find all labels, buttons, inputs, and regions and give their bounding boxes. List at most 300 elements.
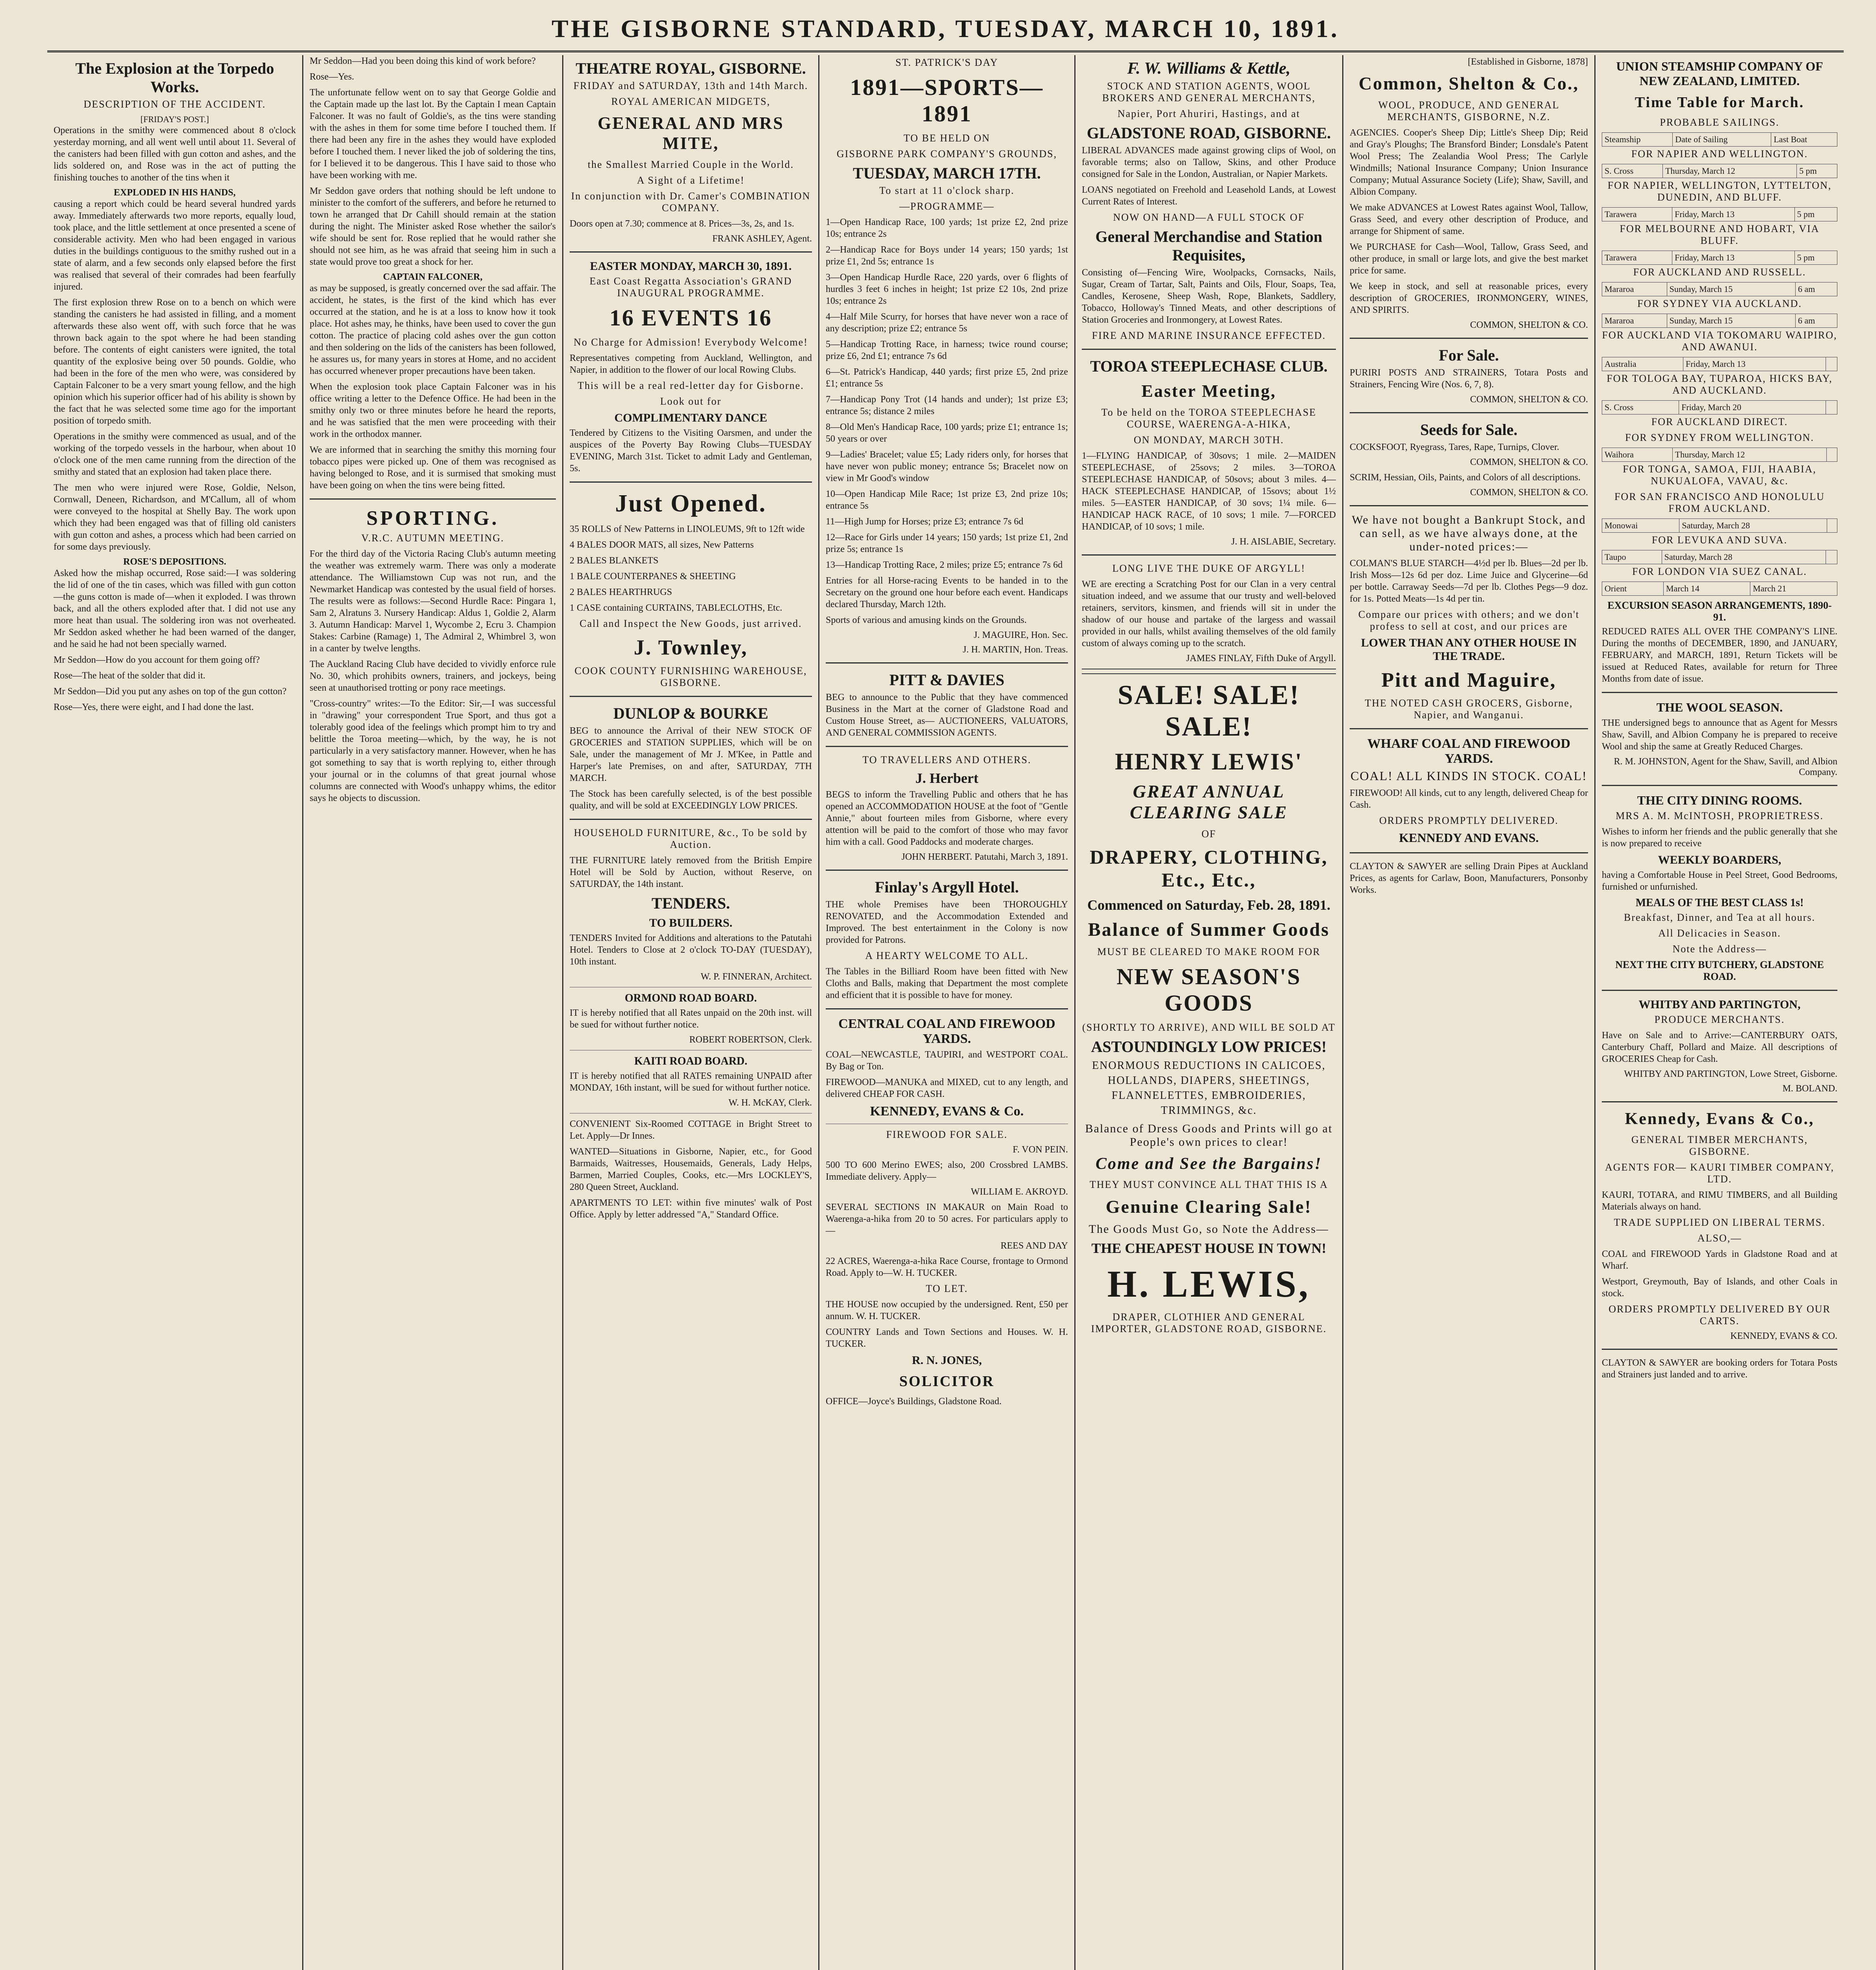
programme-item: 11—High Jump for Horses; prize £3; entrance 7s 6d (826, 517, 1023, 527)
programme-item: 13—Handicap Trotting Race, 2 miles; prize £5; entrance 7s 6d (826, 560, 1063, 570)
sailing-table (1602, 448, 1837, 462)
ad-list-item: 1 CASE containing CURTAINS, TABLECLOTHS, Etc. (570, 603, 782, 613)
ad-text: Note the Address— (1672, 943, 1767, 955)
ad-title: GREAT ANNUAL CLEARING SALE (1130, 781, 1288, 822)
ad-heading: WEEKLY BOARDERS, (1658, 853, 1781, 866)
ad-title: Genuine Clearing Sale! (1105, 1197, 1312, 1217)
route-heading: FOR AUCKLAND AND RUSSELL. (1633, 266, 1806, 278)
table-cell: Saturday, March 28 (1662, 550, 1826, 564)
ad-text: having a Comfortable House in Peel Street, Good Bedrooms, furnished or unfurnished. (1602, 870, 1837, 892)
ad-text: We keep in stock, and sell at reasonable prices, every description of GROCERIES, IRONMONGERY, WINES, AND SPIRITS. (1350, 281, 1588, 315)
ad-heading: TUESDAY, MARCH 17TH. (853, 164, 1041, 182)
ad-text: Representatives competing from Auckland, Wellington, and Napier, in addition to the flower of our local Rowing Clubs. (570, 353, 812, 375)
ad-text: CLAYTON & SAWYER are booking orders for Totara Posts and Strainers just landed and to arrive. (1602, 1358, 1837, 1380)
table-row (1602, 550, 1837, 564)
ad-text: THEY MUST CONVINCE ALL THAT THIS IS A (1089, 1179, 1328, 1190)
ad-text: COAL! ALL KINDS IN STOCK. COAL! (1350, 769, 1587, 783)
sailing-table (1602, 282, 1837, 296)
sailing-table (1602, 132, 1837, 147)
ad-text: Napier, Port Ahuriri, Hastings, and at (1117, 108, 1300, 119)
ad-text: In conjunction with Dr. Camer's COMBINATION COMPANY. (571, 190, 811, 214)
ad-title: Come and See the Bargains! (1095, 1155, 1322, 1173)
column-5 (1075, 55, 1343, 1970)
ad-text: Have on Sale and to Arrive:—CANTERBURY OATS, Canterbury Chaff, Pollard and Maize. All descriptions of GROCERIES Cheap for Cash. (1602, 1030, 1837, 1064)
column-6 (1343, 55, 1596, 1970)
programme-item: 12—Race for Girls under 14 years; 150 yards; 1st prize £1, 2nd prize 5s; entrance 1s (826, 532, 1068, 554)
ad-signature: KENNEDY, EVANS & CO. (1730, 1331, 1837, 1341)
ad-text: 22 ACRES, Waerenga-a-hika Race Course, frontage to Ormond Road. Apply to—W. H. TUCKER. (826, 1256, 1068, 1278)
table-cell: Tarawera (1602, 208, 1672, 221)
ad-text: ALSO,— (1697, 1232, 1742, 1244)
ad-text: Tendered by Citizens to the Visiting Oarsmen, and under the auspices of the Poverty Bay Rowing Clubs—TUESDAY EVENING, March 31st. Ticket to admit Lady and Gentleman, 5s. (570, 428, 812, 474)
divider (1350, 728, 1588, 729)
ad-text: OF (1201, 828, 1217, 840)
article-paragraph: Mr Seddon—How do you account for them going off? (54, 655, 260, 665)
article-paragraph: Mr Seddon—Had you been doing this kind of work before? (310, 56, 536, 66)
ad-text: BEG to announce to the Public that they have commenced Business in the Mart at the corner of Gladstone Road and Custom House Street, as— AUCTIONEERS, VALUATORS, AND GENERAL COMMISSION AGENTS. (826, 692, 1068, 738)
ad-list-item: 2 BALES HEARTHRUGS (570, 587, 672, 597)
sailing-table (1602, 582, 1837, 596)
ad-signature: COMMON, SHELTON & CO. (1470, 487, 1588, 498)
programme-item: 1—Open Handicap Race, 100 yards; 1st prize £2, 2nd prize 10s; entrance 2s (826, 217, 1068, 239)
table-cell: Australia (1602, 357, 1683, 371)
ad-heading: MEALS OF THE BEST CLASS 1s! (1635, 897, 1804, 909)
ad-text: FIREWOOD—MANUKA and MIXED, cut to any length, and delivered CHEAP FOR CASH. (826, 1077, 1068, 1099)
table-cell: Friday, March 13 (1672, 208, 1794, 221)
ad-text: Compare our prices with others; and we don't profess to sell at cost, and our prices are (1358, 609, 1580, 632)
route-heading: FOR AUCKLAND DIRECT. (1651, 416, 1788, 427)
sailing-table (1602, 357, 1837, 371)
ad-title: 1891—SPORTS—1891 (850, 74, 1044, 126)
ad-text: THE undersigned begs to announce that as Agent for Messrs Shaw, Savill, and Albion Company he is prepared to receive Wool and ship the same at Greatly Reduced Charges. (1602, 718, 1837, 752)
table-row (1602, 448, 1837, 462)
ad-heading: THE WOOL SEASON. (1656, 700, 1783, 714)
article-paragraph: The Auckland Racing Club have decided to vividly enforce rule No. 30, which prohibits owners, trainers, and jockeys, being seen at unauthorised trotting or pony race meetings. (310, 659, 556, 693)
table-cell: 5 pm (1797, 164, 1837, 178)
ad-heading: LOWER THAN ANY OTHER HOUSE IN THE TRADE. (1361, 636, 1577, 663)
ad-title: Just Opened. (615, 490, 767, 517)
ad-heading: TOROA STEEPLECHASE CLUB. (1090, 357, 1328, 375)
table-cell: Mararoa (1602, 282, 1667, 296)
table-cell (1827, 448, 1837, 462)
programme-item: 8—Old Men's Handicap Race, 100 yards; prize £1; entrance 1s; 50 years or over (826, 422, 1068, 444)
divider (570, 251, 812, 253)
ad-text: AGENCIES. Cooper's Sheep Dip; Little's Sheep Dip; Reid and Gray's Ploughs; The Bransford Binder; Lonsdale's Patent Wool Press; The Zealandia Wool Press; The Carlyle Windmills; National Insurance Company; Union Insurance Company; Mutual Assurance Society (Life); Shaw, Savill, and Albion Company. (1350, 128, 1588, 197)
ad-text: FIREWOOD! All kinds, cut to any length, delivered Cheap for Cash. (1350, 788, 1588, 810)
programme-item: 10—Open Handicap Mile Race; 1st prize £3, 2nd prize 10s; entrance 5s (826, 489, 1068, 511)
ad-text: All Delicacies in Season. (1658, 927, 1781, 939)
ad-text: KAURI, TOTARA, and RIMU TIMBERS, and all Building Materials always on hand. (1602, 1190, 1837, 1212)
ad-text: AGENTS FOR— KAURI TIMBER COMPANY, LTD. (1605, 1162, 1834, 1185)
ad-list-item: 2 BALES BLANKETS (570, 556, 659, 566)
ad-title: DRAPERY, CLOTHING, Etc., Etc., (1090, 846, 1328, 891)
ad-heading: NEXT THE CITY BUTCHERY, GLADSTONE ROAD. (1615, 959, 1824, 982)
table-row (1602, 164, 1837, 178)
table-cell: S. Cross (1602, 164, 1663, 178)
table-row (1602, 401, 1837, 414)
sailing-table (1602, 164, 1837, 178)
ad-text: Breakfast, Dinner, and Tea at all hours. (1623, 912, 1816, 923)
table-cell: Friday, March 13 (1672, 251, 1794, 265)
table-header: Date of Sailing (1673, 133, 1771, 147)
table-cell: Saturday, March 28 (1679, 519, 1827, 533)
ad-text: This will be a real red-letter day for Gisborne. (578, 380, 804, 391)
ad-text: FIRE AND MARINE INSURANCE EFFECTED. (1092, 330, 1326, 341)
column-1 (47, 55, 303, 1970)
ad-text: SEVERAL SECTIONS IN MAKAUR on Main Road to Waerenga-a-hika from 20 to 50 acres. For particulars apply to— (826, 1202, 1068, 1236)
ad-text: TO BE HELD ON (903, 132, 990, 144)
article-paragraph: Rose—The heat of the solder that did it. (54, 671, 206, 681)
ad-text: We PURCHASE for Cash—Wool, Tallow, Grass Seed, and other produce, in small or large lots, and give the best market price for same. (1350, 242, 1588, 276)
ad-heading: KENNEDY AND EVANS. (1399, 831, 1539, 845)
ad-text: PROBABLE SAILINGS. (1660, 117, 1779, 128)
ad-text: LOANS negotiated on Freehold and Leasehold Lands, at Lowest Current Rates of Interest. (1082, 185, 1336, 207)
article-paragraph: The men who were injured were Rose, Goldie, Nelson, Cornwall, Deneen, Richardson, and M'Callum, all of whom were conveyed to the hospital at Shelly Bay. The work upon which they had been engaged was that of filling old canisters with gun cotton and ashes, a process which had been carried on for some days previously. (54, 483, 296, 552)
ad-text: FIREWOOD FOR SALE. (886, 1129, 1008, 1140)
sailing-table (1602, 251, 1837, 265)
ad-text: BEG to announce the Arrival of their NEW STOCK OF GROCERIES and STATION SUPPLIES, which will be on Sale, under the management of Mr J. M'Kee, in Pattle and Harper's late Premises, on and after, SATURDAY, 7TH MARCH. (570, 726, 812, 783)
divider (1602, 692, 1837, 693)
divider (570, 696, 812, 697)
ad-heading: For Sale. (1439, 346, 1499, 364)
ad-text: PRODUCE MERCHANTS. (1654, 1014, 1785, 1025)
ad-text: ENORMOUS REDUCTIONS IN CALICOES, HOLLANDS, DIAPERS, SHEETINGS, FLANNELETTES, EMBROIDERIES, TRIMMINGS, &c. (1092, 1059, 1326, 1117)
table-cell (1826, 550, 1837, 564)
ad-text: Doors open at 7.30; commence at 8. Prices—3s, 2s, and 1s. (570, 219, 794, 229)
ad-heading: J. Herbert (915, 770, 979, 786)
article-paragraph: For the third day of the Victoria Racing Club's autumn meeting the weather was extremely warm. There was only a moderate attendance. The Williamstown Cup was not run, and the Newmarket Handicap was contested by the usual field of horses. The results were as follows:—Second Hurdle Race: Pingara 1, Sam 2, Alratuns 3. Nursery Handicap: Aldus 1, Goldie 2, Alarm 3. Autumn Handicap: Marvel 1, Wycombe 2, Ecru 3. Champion Stakes: Carbine (Ramage) 1, The Admiral 2, Whimbrel 3, won in a canter by twelve lengths. (310, 549, 556, 654)
sailing-table (1602, 519, 1837, 533)
ad-text: We have not bought a Bankrupt Stock, and can sell, as we have always done, at the under-noted prices:— (1352, 513, 1586, 553)
ad-heading: GLADSTONE ROAD, GISBORNE. (1087, 124, 1331, 142)
divider (826, 662, 1068, 663)
article-paragraph: We are informed that in searching the smithy this morning four tobacco pipes were picked up. One of them was recognised as having belonged to Rose, and it is surmised that smoking must have been going on when the tins were being fitted. (310, 445, 556, 491)
ad-title: J. Townley, (633, 636, 748, 659)
table-row (1602, 208, 1837, 221)
ad-text: We make ADVANCES at Lowest Rates against Wool, Tallow, Grass Seed, and every other description of Produce, and arrange for Shipment of same. (1350, 203, 1588, 236)
ad-signature: COMMON, SHELTON & CO. (1470, 457, 1588, 467)
divider (1350, 338, 1588, 339)
masthead-title: THE GISBORNE STANDARD, TUESDAY, MARCH 10, 1891. (552, 15, 1339, 43)
table-cell: 6 am (1795, 314, 1837, 328)
article-subheading: CAPTAIN FALCONER, (383, 272, 483, 282)
sale-banner: SALE! SALE! SALE! (1118, 680, 1300, 742)
ad-text: TO LET. (926, 1283, 968, 1294)
ad-text: TENDERS Invited for Additions and alterations to the Patutahi Hotel. Tenders to Close at 2 o'clock TO-DAY (TUESDAY), 10th instant. (570, 933, 812, 967)
ad-signature: W. P. FINNERAN, Architect. (700, 972, 812, 982)
divider (1350, 412, 1588, 413)
sailing-table (1602, 314, 1837, 328)
divider (1602, 1101, 1837, 1102)
ad-text: A Sight of a Lifetime! (637, 175, 745, 186)
table-header: Last Boat (1771, 133, 1837, 147)
route-heading: FOR AUCKLAND VIA TOKOMARU WAIPIRO, AND AWANUI. (1602, 329, 1837, 353)
ad-heading: R. N. JONES, (912, 1354, 982, 1367)
ad-text: APARTMENTS TO LET: within five minutes' walk of Post Office. Apply by letter addressed "A," Standard Office. (570, 1198, 812, 1220)
ad-title: NEW SEASON'S GOODS (1116, 964, 1301, 1016)
ad-text: SCRIM, Hessian, Oils, Paints, and Colors of all descriptions. (1350, 472, 1581, 483)
article-paragraph: The first explosion threw Rose on to a bench on which were standing the canisters he had assisted in filling, and a moment afterwards these also went off, with such force that he was thrown back again to the spot where he had been standing before. The contents of eight canisters were ignited, the total quantity of the explosive being over 50 pounds. Goldie, who had been in the fore of the men who were, was considered by Captain Falconer to be a very smart young fellow, and the high opinion which his superior officer had of his ability is shown by the fact that he was selected some time ago for the important position of torpedo smith. (54, 297, 296, 426)
ad-heading: DUNLOP & BOURKE (613, 704, 769, 722)
ad-text: 1—FLYING HANDICAP, of 30sovs; 1 mile. 2—MAIDEN STEEPLECHASE, of 25sovs; 2 miles. 3—TOROA STEEPLECHASE HANDICAP, of 50sovs; about 3 miles. 4—HACK STEEPLECHASE HANDICAP, of 15sovs; about 1½ miles. 5—EASTER HANDICAP, of 30 sovs; 1¼ mile. 6—HANDICAP HACK RACE, of 10 sovs; 1 mile. 7—FORCED HANDICAP, of 10 sovs; 1 mile. (1082, 451, 1336, 532)
ad-text: Sports of various and amusing kinds on the Grounds. (826, 615, 1027, 625)
column-2 (303, 55, 563, 1970)
ad-title: Kennedy, Evans & Co., (1625, 1110, 1815, 1128)
ad-text: ON MONDAY, MARCH 30TH. (1133, 434, 1284, 446)
table-row (1602, 282, 1837, 296)
route-heading: FOR MELBOURNE AND HOBART, VIA BLUFF. (1620, 223, 1820, 246)
ad-signature: WILLIAM E. AKROYD. (971, 1187, 1068, 1197)
ad-signature: REES AND DAY (1000, 1241, 1068, 1251)
ad-heading: HOUSEHOLD FURNITURE, &c., To be sold by Auction. (574, 827, 808, 850)
ad-heading: CENTRAL COAL AND FIREWOOD YARDS. (838, 1017, 1055, 1046)
ad-text: GENERAL TIMBER MERCHANTS, GISBORNE. (1631, 1134, 1808, 1157)
ad-signature: M. BOLAND. (1782, 1084, 1837, 1094)
ad-text: (SHORTLY TO ARRIVE), AND WILL BE SOLD AT (1082, 1022, 1336, 1033)
ad-heading: Seeds for Sale. (1420, 421, 1518, 439)
article-paragraph: The unfortunate fellow went on to say that George Goldie and the Captain made up the last lot. By the Captain I mean Captain Falconer. It was no fault of Goldie's, as the tins were standing with the ashes in them for some time before I touched them. If there had been any fire in the ashes they would have exploded before I touched them. I never liked the job of soldering the tins, for I believed it to be dangerous. This I have said to those who have been working with me. (310, 87, 556, 180)
ad-title: HENRY LEWIS' (1115, 749, 1303, 775)
sailing-table (1602, 400, 1837, 414)
ad-text: Call and Inspect the New Goods, just arrived. (580, 618, 802, 629)
ad-text: THE NOTED CASH GROCERS, Gisborne, Napier, and Wanganui. (1365, 697, 1573, 721)
ad-text: The Tables in the Billiard Room have been fitted with New Cloths and Balls, making that Department the most complete and efficient that it is possible to have for money. (826, 966, 1068, 1000)
programme-item: 3—Open Handicap Hurdle Race, 220 yards, over 6 flights of hurdles 3 feet 6 inches in height; 1st prize £2 10s, 2nd prize 10s; entrance 2s (826, 272, 1068, 306)
table-cell: Waihora (1602, 448, 1673, 462)
ad-text: MRS A. M. McINTOSH, PROPRIETRESS. (1616, 810, 1824, 821)
ad-text: [Established in Gisborne, 1878] (1467, 57, 1588, 67)
table-row (1602, 519, 1837, 533)
table-row (1602, 314, 1837, 328)
column-4 (819, 55, 1075, 1970)
route-heading: FOR LONDON VIA SUEZ CANAL. (1632, 566, 1807, 577)
ad-text: ROYAL AMERICAN MIDGETS, (611, 96, 771, 107)
ad-title: 16 EVENTS 16 (609, 305, 773, 331)
divider (826, 870, 1068, 871)
programme-item: 2—Handicap Race for Boys under 14 years; 150 yards; 1st prize £1, 2nd 5s; entrance 1s (826, 245, 1068, 267)
divider (826, 1008, 1068, 1009)
table-header: Steamship (1602, 133, 1673, 147)
table-cell: Monowai (1602, 519, 1679, 533)
article-paragraph: Rose—Yes, there were eight, and I had done the last. (54, 702, 254, 712)
table-cell: 5 pm (1794, 208, 1837, 221)
ad-text: COLMAN'S BLUE STARCH—4½d per lb. Blues—2d per lb. Irish Moss—12s 6d per doz. Lime Juice and Glycerine—6d per bottle. Carraway Seeds—7d per lb. Clothes Pegs—9 doz. for 1s. Potted Meats—1s 4d per tin. (1350, 558, 1588, 604)
table-cell: 6 am (1795, 282, 1837, 296)
ad-signature: COMMON, SHELTON & CO. (1470, 320, 1588, 330)
article-paragraph: Asked how the mishap occurred, Rose said:—I was soldering the lid of one of the tin cases, which was filled with gun cotton—the guns cotton is made of—when it exploded. I was thrown back, and all the others exploded after that. I did not use any more heat than usual. The soldering iron was not overheated. Mr Seddon asked whether he had been warned of the danger, and he said he had not been specially warned. (54, 568, 296, 649)
ad-text: CLAYTON & SAWYER are selling Drain Pipes at Auckland Prices, as agents for Carlaw, Boon, Manufacturers, Ponsonby Works. (1350, 861, 1588, 895)
ad-heading: UNION STEAMSHIP COMPANY OF NEW ZEALAND, LIMITED. (1616, 59, 1823, 88)
divider (1602, 990, 1837, 991)
ad-text: COCKSFOOT, Ryegrass, Tares, Rape, Turnips, Clover. (1350, 442, 1559, 452)
article-paragraph: When the explosion took place Captain Falconer was in his office writing a letter to the Defence Office. He had been in the smithy only two or three minutes before he heard the reports, and he was satisfied that the men were proceeding with their work in the orthodox manner. (310, 382, 556, 439)
masthead (47, 7, 1844, 52)
ad-text: COAL and FIREWOOD Yards in Gladstone Road and at Wharf. (1602, 1249, 1837, 1271)
divider (1350, 852, 1588, 853)
ad-text: NOW ON HAND—A FULL STOCK OF (1113, 212, 1305, 223)
table-cell: March 21 (1750, 582, 1837, 596)
article-subheading: EXPLODED IN HIS HANDS, (113, 188, 236, 198)
ad-text: TRADE SUPPLIED ON LIBERAL TERMS. (1614, 1217, 1826, 1228)
ad-heading: KENNEDY, EVANS & Co. (870, 1104, 1024, 1119)
ad-text: COOK COUNTY FURNISHING WAREHOUSE, GISBORNE. (574, 665, 807, 688)
table-cell: 5 pm (1794, 251, 1837, 265)
section-heading: SPORTING. (366, 507, 499, 530)
table-header-row (1602, 133, 1837, 147)
route-heading: FOR LEVUKA AND SUVA. (1651, 534, 1788, 546)
article-paragraph: Rose—Yes. (310, 72, 354, 82)
column-3 (563, 55, 819, 1970)
ad-signature: JOHN HERBERT. Patutahi, March 3, 1891. (901, 852, 1068, 862)
ad-title: H. LEWIS, (1107, 1263, 1311, 1305)
ad-text: To start at 11 o'clock sharp. (879, 185, 1014, 196)
programme-item: 5—Handicap Trotting Race, in harness; twice round course; prize £6, 2nd £1; entrance 7s 6d (826, 339, 1068, 361)
table-cell: Thursday, March 12 (1672, 448, 1827, 462)
ad-text: COUNTRY Lands and Town Sections and Houses. W. H. TUCKER. (826, 1327, 1068, 1349)
article-paragraph: Operations in the smithy were commenced about 8 o'clock yesterday morning, and all went well until about 11. Several of the canisters had been filled with gun cotton and ashes, and the lids soldered on, and Rose was in the act of putting the finishing touches to another of the tins when it (54, 125, 296, 183)
article-paragraph: causing a report which could be heard several hundred yards away. Immediately afterwards two more reports, equally loud, took place, and the little settlement at once presented a scene of considerable activity. Men who had been engaged in various duties in the buildings contiguous to the smithy rushed out in a state of alarm, and a few seconds only elapsed before the first was realised that several of their comrades had been fearfully injured. (54, 199, 296, 292)
ad-signature: FRANK ASHLEY, Agent. (712, 234, 812, 244)
route-heading: FOR SAN FRANCISCO AND HONOLULU FROM AUCKLAND. (1614, 491, 1825, 514)
ad-text: PURIRI POSTS AND STRAINERS, Totara Posts and Strainers, Fencing Wire (Nos. 6, 7, 8). (1350, 368, 1588, 390)
ad-text: the Smallest Married Couple in the World. (587, 159, 794, 170)
ad-signature: ROBERT ROBERTSON, Clerk. (689, 1035, 812, 1045)
ad-signature: JAMES FINLAY, Fifth Duke of Argyll. (1186, 653, 1336, 663)
ad-text: 500 TO 600 Merino EWES; also, 200 Crossbred LAMBS. Immediate delivery. Apply— (826, 1160, 1068, 1182)
ad-heading: F. W. Williams & Kettle, (1127, 59, 1291, 78)
divider (1602, 1349, 1837, 1350)
sailing-table (1602, 207, 1837, 221)
ad-heading: EXCURSION SEASON ARRANGEMENTS, 1890-91. (1607, 600, 1832, 623)
article-subheading: ROSE'S DEPOSITIONS. (123, 557, 227, 567)
ad-signature: COMMON, SHELTON & CO. (1470, 394, 1588, 405)
table-row (1602, 357, 1837, 371)
table-cell: Orient (1602, 582, 1664, 596)
ad-signature: F. VON PEIN. (1012, 1145, 1068, 1155)
article-headline: The Explosion at the Torpedo Works. (75, 59, 274, 96)
table-row (1602, 251, 1837, 265)
ad-text: LONG LIVE THE DUKE OF ARGYLL! (1112, 563, 1306, 574)
ad-heading: KAITI ROAD BOARD. (634, 1055, 748, 1067)
ad-text: ORDERS PROMPTLY DELIVERED BY OUR CARTS. (1609, 1303, 1831, 1327)
sailing-table (1602, 550, 1837, 564)
ad-heading: ORMOND ROAD BOARD. (624, 992, 757, 1004)
ad-text: No Charge for Admission! Everybody Welcome! (574, 336, 808, 348)
ad-heading: General Merchandise and Station Requisites, (1095, 228, 1322, 264)
ad-text: WOOL, PRODUCE, AND GENERAL MERCHANTS, GISBORNE, N.Z. (1378, 99, 1560, 123)
table-row (1602, 582, 1837, 596)
ad-heading: Finlay's Argyll Hotel. (875, 878, 1019, 896)
ad-text: The Stock has been carefully selected, is of the best possible quality, and will be sold at EXCEEDINGLY LOW PRICES. (570, 789, 812, 811)
route-heading: FOR TOLOGA BAY, TUPAROA, HICKS BAY, AND AUCKLAND. (1607, 373, 1833, 396)
programme-item: 6—St. Patrick's Handicap, 440 yards; first prize £5, 2nd prize £1; entrance 5s (826, 367, 1068, 389)
ad-text: WANTED—Situations in Gisborne, Napier, etc., for Good Barmaids, Waitresses, Housemaids, Generals, Lady Helps, Barmen, Married Couples, Cooks, etc.—Mrs LOCKLEY'S, 280 Queen Street, Auckland. (570, 1147, 812, 1192)
ad-heading: TENDERS. (652, 894, 730, 912)
route-heading: FOR NAPIER AND WELLINGTON. (1631, 148, 1808, 160)
ad-heading: WHITBY AND PARTINGTON, (1638, 998, 1801, 1011)
ad-signature: J. MAGUIRE, Hon. Sec. (973, 630, 1068, 640)
table-cell: Friday, March 13 (1683, 357, 1826, 371)
ad-text: OFFICE—Joyce's Buildings, Gladstone Road. (826, 1396, 1002, 1407)
ad-heading: THEATRE ROYAL, GISBORNE. (576, 59, 806, 77)
route-heading: FOR SYDNEY VIA AUCKLAND. (1637, 298, 1802, 309)
divider (1082, 349, 1336, 350)
divider (570, 481, 812, 483)
ad-heading: ASTOUNDINGLY LOW PRICES! (1091, 1038, 1327, 1056)
ad-signature: J. H. AISLABIE, Secretary. (1231, 537, 1336, 547)
ad-title: Pitt and Maguire, (1381, 669, 1557, 691)
ad-heading: THE CITY DINING ROOMS. (1637, 793, 1802, 807)
ad-text: To be held on the TOROA STEEPLECHASE COURSE, WAERENGA-A-HIKA, (1101, 407, 1317, 430)
article-source: [FRIDAY'S POST.] (140, 114, 209, 124)
ad-text: THE HOUSE now occupied by the undersigned. Rent, £50 per annum. W. H. TUCKER. (826, 1299, 1068, 1321)
ad-text: THE FURNITURE lately removed from the British Empire Hotel will be Sold by Auction, without Reserve, on SATURDAY, the 14th instant. (570, 855, 812, 889)
ad-text: ORDERS PROMPTLY DELIVERED. (1379, 815, 1559, 826)
ad-list-item: 35 ROLLS of New Patterns in LINOLEUMS, 9ft to 12ft wide (570, 524, 805, 534)
column-7 (1596, 55, 1844, 1970)
divider (1082, 669, 1336, 674)
ad-heading: EASTER MONDAY, MARCH 30, 1891. (590, 260, 792, 273)
ad-text: Balance of Dress Goods and Prints will go at People's own prices to clear! (1085, 1122, 1333, 1149)
table-cell (1827, 519, 1837, 533)
article-paragraph: Operations in the smithy were commenced as usual, and of the working of the torpedo vessels in the harbour, when about 10 o'clock one of the men came running from the direction of the smithy and stated that an explosion had taken place there. (54, 431, 296, 477)
table-cell: Friday, March 20 (1679, 401, 1826, 414)
ad-text: Entries for all Horse-racing Events to be handed in to the Secretary on the ground one hour before each event. Handicaps declared Thursday, March 12th. (826, 576, 1068, 610)
ad-text: The Goods Must Go, so Note the Address— (1088, 1223, 1329, 1236)
article-subhead: DESCRIPTION OF THE ACCIDENT. (84, 98, 266, 110)
ad-heading: COMPLIMENTARY DANCE (614, 411, 767, 424)
ad-title: GENERAL AND MRS MITE, (598, 113, 784, 153)
table-cell: Sunday, March 15 (1667, 314, 1795, 328)
ad-text: LIBERAL ADVANCES made against growing clips of Wool, on favorable terms; also on Tallow, Skins, and other Produce consigned for Sale in the London, Australian, or Napier Markets. (1082, 145, 1336, 179)
ad-text: East Coast Regatta Association's GRAND INAUGURAL PROGRAMME. (589, 275, 792, 299)
programme-item: 4—Half Mile Scurry, for horses that have never won a race of any description; prize £2; entrance 5s (826, 312, 1068, 334)
article-paragraph: as may be supposed, is greatly concerned over the sad affair. The accident, he states, is the first of the kind which has ever occurred at the station, and he is at a loss to know how it took place. Hot ashes may, he thinks, have been used to cover the gun cotton. The practice of placing cold ashes over the gun cotton and then soldering on the lids of the canisters has been followed, he assures us, for many years in stores at Home, and no accident has occurred whenever proper precautions have been taken. (310, 283, 556, 376)
ad-text: Look out for (660, 396, 722, 407)
table-cell: Tarawera (1602, 251, 1672, 265)
ad-signature: J. H. MARTIN, Hon. Treas. (962, 645, 1068, 655)
ad-heading: WHARF COAL AND FIREWOOD YARDS. (1367, 736, 1571, 766)
divider (1602, 785, 1837, 786)
ad-title: Balance of Summer Goods (1088, 919, 1330, 940)
ad-text: REDUCED RATES ALL OVER THE COMPANY'S LINE. During the months of DECEMBER, 1890, and JANUARY, FEBRUARY, and MARCH, 1891, Return Tickets will be issued at Reduced Rates, available for return for Three Months from date of issue. (1602, 626, 1837, 684)
divider (310, 498, 556, 500)
divider (1082, 554, 1336, 556)
route-heading: FOR NAPIER, WELLINGTON, LYTTELTON, DUNEDIN, AND BLUFF. (1607, 180, 1832, 203)
table-cell (1826, 357, 1837, 371)
ad-text: GISBORNE PARK COMPANY'S GROUNDS, (836, 148, 1057, 160)
ad-text: FRIDAY and SATURDAY, 13th and 14th March. (573, 80, 808, 91)
ad-text: THE whole Premises have been THOROUGHLY RENOVATED, and the Accommodation Extended and Improved. The best entertainment in the Colony is now provided for Patrons. (826, 900, 1068, 945)
ad-text: STOCK AND STATION AGENTS, WOOL BROKERS AND GENERAL MERCHANTS, (1102, 80, 1316, 104)
ad-text: IT is hereby notified that all Rates unpaid on the 20th inst. will be sued for without further notice. (570, 1008, 812, 1030)
table-cell: Sunday, March 15 (1667, 282, 1795, 296)
ad-heading: THE CHEAPEST HOUSE IN TOWN! (1091, 1240, 1326, 1256)
ad-list-item: 4 BALES DOOR MATS, all sizes, New Patterns (570, 540, 754, 550)
ad-text: COAL—NEWCASTLE, TAUPIRI, and WESTPORT COAL. By Bag or Ton. (826, 1050, 1068, 1072)
ad-title: SOLICITOR (899, 1373, 995, 1390)
route-heading: FOR TONGA, SAMOA, FIJI, HAABIA, NUKUALOFA, VAVAU, &c. (1623, 463, 1817, 487)
ad-text: CONVENIENT Six-Roomed COTTAGE in Bright Street to Let. Apply—Dr Innes. (570, 1119, 812, 1141)
table-cell: Thursday, March 12 (1663, 164, 1797, 178)
table-cell: S. Cross (1602, 401, 1679, 414)
ad-text: A HEARTY WELCOME TO ALL. (865, 950, 1029, 961)
ad-text: —PROGRAMME— (899, 201, 995, 212)
divider (570, 819, 812, 820)
table-cell: March 14 (1663, 582, 1750, 596)
ad-text: Consisting of—Fencing Wire, Woolpacks, Cornsacks, Nails, Sugar, Cream of Tartar, Salt, Paints and Oils, Flour, Soaps, Tea, Candles, Kerosene, Sheep Wash, Rope, Blankets, Saddlery, Tobacco, Holloway's Tinned Meats, and other descriptions of Station Groceries and Ironmongery, at Lowest Rates. (1082, 268, 1336, 325)
route-heading: FOR SYDNEY FROM WELLINGTON. (1625, 432, 1814, 443)
